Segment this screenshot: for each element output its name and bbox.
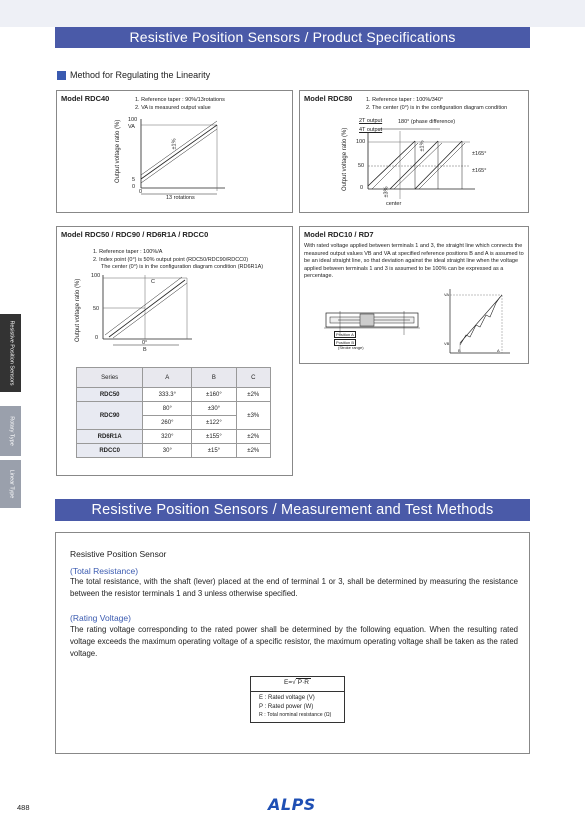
rdc10-box: Model RDC10 / RD7 With rated voltage applied between terminals 1 and 3, the straight line which connects the measured output values VB and VA at specified reference positions B and A is assumed to be an ideal straight line, so that deviation against the ideal straight line when the voltage applied between terminals 1 and 3 is assumed to be 100% can be expressed as a percentage. Position A Position B (Stroke range) VA VB B A — [299, 226, 529, 364]
rated-voltage-formula: E=√ P·R E : Rated voltage (V) P : Rated power (W) R : Total nominal resistance (Ω) — [250, 676, 345, 723]
rdc10-diagram — [300, 227, 530, 365]
measurement-heading: Resistive Position Sensor — [70, 549, 167, 559]
table-row: RD6R1A 320° ±155° ±2% — [77, 430, 271, 444]
rdc80-ylabel: Output voltage ratio (%) — [342, 127, 348, 191]
rdc80-box: Model RDC80 1. Reference taper : 100%/340° 2. The center (0°) is in the configuration diagram condition Output voltage ratio (%) 2T output 4T output 180° (phase difference) 100 50 0 ±165° ±165° center ±1% ±3% — [299, 90, 529, 213]
method-heading — [57, 70, 210, 80]
rdc40-graph — [57, 91, 294, 214]
method-title: Method for Regulating the Linearity — [70, 70, 211, 80]
total-resistance-heading: (Total Resistance) — [70, 566, 139, 576]
alps-logo: ALPS — [268, 795, 316, 814]
total-resistance-text: The total resistance, with the shaft (lever) placed at the end of terminal 1 or 3, shall be determined by measuring the resistance between the resistor terminals 1 and 3 unless otherwise specified. — [70, 577, 518, 598]
rdc80-notes: 1. Reference taper : 100%/340° 2. The center (0°) is in the configuration diagram condition — [366, 97, 508, 111]
rdc40-box: Model RDC40 1. Reference taper : 90%/13rotations 2. VA is measured output value Output voltage ratio (%) 100 VA 5 0 0 13 rotations ±1% — [56, 90, 293, 213]
table-row: RDC50 333.3° ±160° ±2% — [77, 388, 271, 402]
top-band — [0, 0, 585, 27]
rdc40-notes: 1. Reference taper : 90%/13rotations 2. VA is measured output value — [135, 97, 225, 111]
rdc10-paragraph: With rated voltage applied between terminals 1 and 3, the straight line which connects the measured output values VB and VA at specified reference positions B and A is assumed to be an ideal straight line, so that deviation against the ideal straight line when the voltage applied between terminals 1 and 3 is assumed to be 100% can be expressed as a percentage. — [304, 243, 524, 279]
rdc80-graph — [300, 91, 530, 214]
rating-voltage-text: The rating voltage corresponding to the rated power shall be determined by the following equation. When the resulting rated voltage exceeds the maximum operating voltage of a specific resistor, the maximum operating voltage shall be taken as the rated voltage. — [70, 625, 518, 658]
rating-voltage-heading: (Rating Voltage) — [70, 613, 131, 623]
table-row: RDCC0 30° ±15° ±2% — [77, 444, 271, 458]
rdc40-title: Model RDC40 — [61, 94, 110, 103]
measurement-banner: Resistive Position Sensors / Measurement and Test Methods — [55, 499, 530, 521]
rdc50-spec-table: Series A B C RDC50 333.3° ±160° ±2% RDC90 80° ±30° ±3% 260° ±122° RD6R1A 320° ±155° ±2% RDCC0 30° ±15° ±2% — [76, 367, 271, 458]
rdc50-title: Model RDC50 / RDC90 / RD6R1A / RDCC0 — [61, 230, 209, 239]
table-row: 260° ±122° — [77, 416, 271, 430]
page-number: 488 — [17, 803, 30, 812]
rdc40-ylabel: Output voltage ratio (%) — [115, 119, 121, 183]
rdc50-ylabel: Output voltage ratio (%) — [75, 278, 81, 342]
rdc80-title: Model RDC80 — [304, 94, 353, 103]
side-tab-resistive-position-sensors[interactable]: Resistive Position Sensors — [0, 314, 21, 392]
rdc50-box: Model RDC50 / RDC90 / RD6R1A / RDCC0 1. Reference taper : 100%/A 2. Index point (0°) is 50% output point (RDC50/RDC90/RDCC0) The center (0°) is in the configuration diagram condition (RD6R1A) Output voltage ratio (%) 100 50 0 C 0° B — [56, 226, 293, 476]
bullet-square-icon — [57, 71, 66, 80]
side-tab-rotary-type[interactable]: Rotary Type — [0, 406, 21, 456]
rdc50-notes: 1. Reference taper : 100%/A 2. Index point (0°) is 50% output point (RDC50/RDC90/RDCC0) The center (0°) is in the configuration diagram condition (RD6R1A) — [93, 249, 264, 270]
side-tab-linear-type[interactable]: Linear Type — [0, 460, 21, 508]
rdc10-title: Model RDC10 / RD7 — [304, 230, 374, 239]
specifications-banner: Resistive Position Sensors / Product Specifications — [55, 27, 530, 48]
table-row: RDC90 80° ±30° ±3% — [77, 402, 271, 416]
